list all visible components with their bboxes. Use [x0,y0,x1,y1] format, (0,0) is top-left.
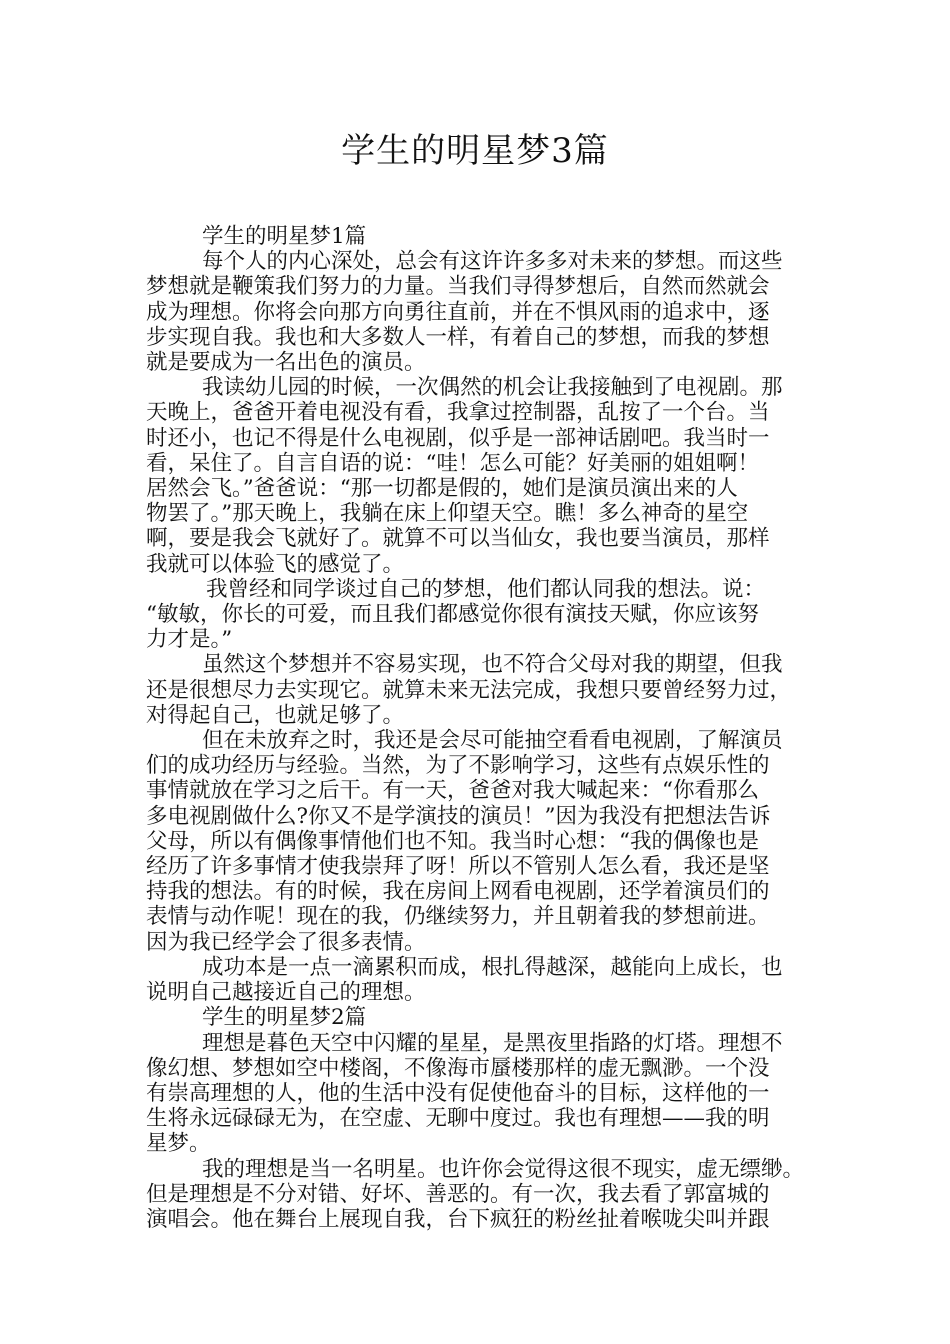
document-title: 学生的明星梦3篇 [341,131,609,171]
text-line: 们的成功经历与经验。当然，为了不影响学习，这些有点娱乐性的 [146,753,770,779]
text-line: 对得起自己，也就足够了。 [146,702,405,728]
text-line: 成功本是一点一滴累积而成，根扎得越深，越能向上成长，也 [202,954,783,980]
text-line: 我就可以体验飞的感觉了。 [146,551,405,577]
text-line: 虽然这个梦想并不容易实现，也不符合父母对我的期望，但我 [202,652,783,678]
text-line: 我读幼儿园的时候，一次偶然的机会让我接触到了电视剧。那 [202,375,783,401]
text-line: 学生的明星梦1篇 [202,224,367,249]
text-line: 梦想就是鞭策我们努力的力量。当我们寻得梦想后，自然而然就会 [146,274,770,300]
text-line: 每个人的内心深处，总会有这许许多多对未来的梦想。而这些 [202,249,783,275]
text-line: 多电视剧做什么?你又不是学演技的演员！”因为我没有把想法告诉 [146,803,771,829]
text-line: 物罢了。”那天晚上，我躺在床上仰望天空。瞧！多么神奇的星空 [146,501,749,527]
text-line: 像幻想、梦想如空中楼阁，不像海市蜃楼那样的虚无飘渺。一个没 [146,1055,770,1081]
text-line: 理想是暮色天空中闪耀的星星，是黑夜里指路的灯塔。理想不 [202,1030,783,1056]
text-line: 事情就放在学习之后干。有一天，爸爸对我大喊起来：“你看那么 [146,778,759,804]
text-line: 父母，所以有偶像事情他们也不知。我当时心想：“我的偶像也是 [146,828,759,854]
text-line: 生将永远碌碌无为，在空虚、无聊中度过。我也有理想——我的明 [146,1106,770,1132]
text-line: 因为我已经学会了很多表情。 [146,929,426,955]
text-line: 持我的想法。有的时候，我在房间上网看电视剧，还学着演员们的 [146,879,770,905]
text-line: 居然会飞。”爸爸说：“那一切都是假的，她们是演员演出来的人 [146,476,738,502]
text-line: 我的理想是当一名明星。也许你会觉得这很不现实，虚无缥缈。 [202,1156,805,1182]
text-line: 步实现自我。我也和大多数人一样，有着自己的梦想，而我的梦想 [146,324,770,350]
text-line: 经历了许多事情才使我崇拜了呀！所以不管别人怎么看，我还是坚 [146,854,770,880]
text-line: 天晚上，爸爸开着电视没有看，我拿过控制器，乱按了一个台。当 [146,400,770,426]
text-line: 还是很想尽力去实现它。就算未来无法完成，我想只要曾经努力过， [146,677,792,703]
text-line: 力才是。” [146,627,233,653]
text-line: 有崇高理想的人，他的生活中没有促使他奋斗的目标，这样他的一 [146,1080,770,1106]
text-line: 说明自己越接近自己的理想。 [146,980,426,1006]
text-line: 成为理想。你将会向那方向勇往直前，并在不惧风雨的追求中，逐 [146,299,770,325]
text-line: 但在未放弃之时，我还是会尽可能抽空看看电视剧，了解演员 [202,728,783,754]
text-line: 啊，要是我会飞就好了。就算不可以当仙女，我也要当演员，那样 [146,526,770,552]
text-line: “敏敏，你长的可爱，而且我们都感觉你很有演技天赋，你应该努 [146,602,759,628]
text-line: 我曾经和同学谈过自己的梦想，他们都认同我的想法。说： [206,576,766,602]
text-line: 表情与动作呢！现在的我，仍继续努力，并且朝着我的梦想前进。 [146,904,770,930]
text-line: 时还小，也记不得是什么电视剧，似乎是一部神话剧吧。我当时一 [146,425,770,451]
text-line: 星梦。 [146,1131,211,1157]
text-line: 就是要成为一名出色的演员。 [146,350,426,376]
text-line: 演唱会。他在舞台上展现自我，台下疯狂的粉丝扯着喉咙尖叫并跟 [146,1206,770,1232]
text-line: 看，呆住了。自言自语的说：“哇！怎么可能？好美丽的姐姐啊！ [146,450,759,476]
text-line: 但是理想是不分对错、好坏、善恶的。有一次，我去看了郭富城的 [146,1181,770,1207]
text-line: 学生的明星梦2篇 [202,1005,367,1031]
document-body [146,224,814,1232]
